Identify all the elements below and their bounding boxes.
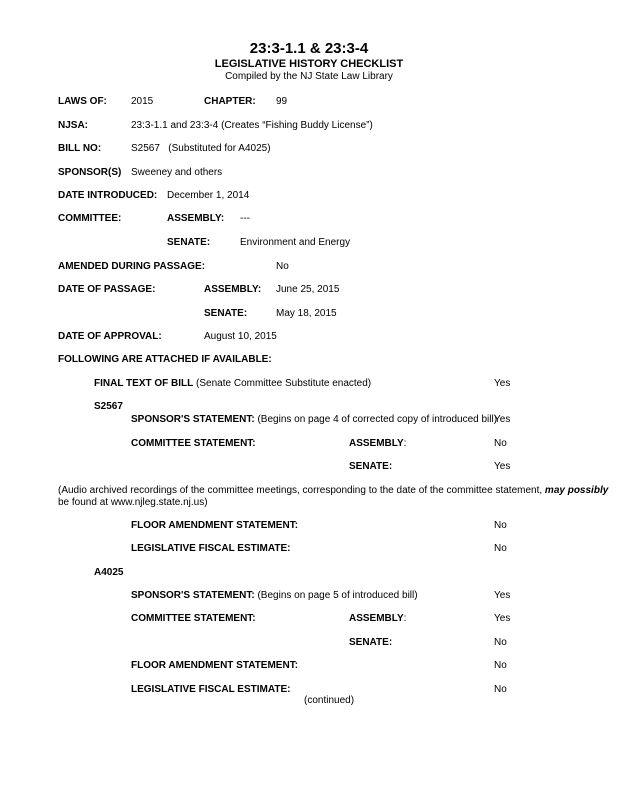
date-of-passage-label: DATE OF PASSAGE: (58, 284, 156, 295)
laws-of-value: 2015 (131, 96, 154, 107)
date-of-approval-label: DATE OF APPROVAL: (58, 331, 162, 342)
s2567-floor-value: No (494, 520, 507, 531)
bill-no-label: BILL NO: (58, 143, 102, 154)
s2567-senate-value: Yes (494, 461, 511, 472)
committee-assembly-value: --- (240, 213, 250, 224)
njsa-value: 23:3-1.1 and 23:3-4 (Creates “Fishing Buddy License”) (131, 120, 373, 131)
sponsors-label: SPONSOR(S) (58, 167, 122, 178)
amended-label: AMENDED DURING PASSAGE: (58, 261, 206, 272)
audio-note-emphasis: may possibly (544, 485, 609, 496)
continued-note: (continued) (304, 695, 355, 706)
passage-assembly-value: June 25, 2015 (276, 284, 340, 295)
committee-senate-label: SENATE: (167, 237, 211, 248)
committee-assembly-label: ASSEMBLY: (167, 213, 225, 224)
s2567-sponsor-note: (Begins on page 4 of corrected copy of introduced bill) (257, 414, 498, 425)
s2567-sponsor-label: SPONSOR'S STATEMENT: (131, 414, 255, 425)
a4025-assembly-value: Yes (494, 613, 511, 624)
njsa-label: NJSA: (58, 120, 89, 131)
audio-note-text: (Audio archived recordings of the committee meetings, corresponding to the date of the committee statement, (58, 485, 545, 496)
s2567-heading: S2567 (94, 401, 123, 412)
s2567-floor-label: FLOOR AMENDMENT STATEMENT: (131, 520, 299, 531)
committee-label: COMMITTEE: (58, 213, 122, 224)
a4025-assembly-row (349, 613, 406, 625)
amended-value: No (276, 261, 289, 272)
following-heading: FOLLOWING ARE ATTACHED IF AVAILABLE: (58, 354, 272, 365)
chapter-label: CHAPTER: (204, 96, 256, 107)
s2567-assembly-colon: : (403, 438, 407, 449)
audio-note-line1 (58, 485, 608, 497)
audio-note-line2: be found at www.njleg.state.nj.us) (58, 497, 208, 508)
date-introduced-label: DATE INTRODUCED: (58, 190, 158, 201)
date-introduced-value: December 1, 2014 (167, 190, 250, 201)
sponsors-value: Sweeney and others (131, 167, 223, 178)
a4025-sponsor-row (131, 590, 418, 602)
final-text-row (94, 378, 371, 390)
passage-assembly-label: ASSEMBLY: (204, 284, 262, 295)
s2567-assembly-label: ASSEMBLY (349, 438, 404, 449)
a4025-floor-label: FLOOR AMENDMENT STATEMENT: (131, 660, 299, 671)
a4025-sponsor-note: (Begins on page 5 of introduced bill) (257, 590, 418, 601)
a4025-senate-label: SENATE: (349, 637, 393, 648)
a4025-senate-value: No (494, 637, 507, 648)
passage-senate-label: SENATE: (204, 308, 248, 319)
a4025-assembly-colon: : (403, 613, 407, 624)
a4025-committee-label: COMMITTEE STATEMENT: (131, 613, 256, 624)
page-subtitle: LEGISLATIVE HISTORY CHECKLIST (214, 58, 404, 70)
a4025-assembly-label: ASSEMBLY (349, 613, 404, 624)
compiled-by: Compiled by the NJ State Law Library (225, 71, 393, 82)
final-text-label: FINAL TEXT OF BILL (94, 378, 194, 389)
laws-of-label: LAWS OF: (58, 96, 107, 107)
a4025-heading: A4025 (94, 567, 124, 578)
page-title: 23:3-1.1 & 23:3-4 (249, 40, 369, 57)
bill-no-value: S2567 (Substituted for A4025) (131, 143, 271, 154)
chapter-value: 99 (276, 96, 288, 107)
s2567-fiscal-label: LEGISLATIVE FISCAL ESTIMATE: (131, 543, 291, 554)
final-text-note: (Senate Committee Substitute enacted) (196, 378, 372, 389)
committee-senate-value: Environment and Energy (240, 237, 351, 248)
a4025-sponsor-label: SPONSOR'S STATEMENT: (131, 590, 255, 601)
passage-senate-value: May 18, 2015 (276, 308, 337, 319)
a4025-floor-value: No (494, 660, 507, 671)
s2567-fiscal-value: No (494, 543, 507, 554)
s2567-senate-label: SENATE: (349, 461, 393, 472)
final-text-value: Yes (494, 378, 511, 389)
a4025-sponsor-value: Yes (494, 590, 511, 601)
a4025-fiscal-value: No (494, 684, 507, 695)
s2567-sponsor-row (131, 414, 497, 426)
date-of-approval-value: August 10, 2015 (204, 331, 277, 342)
s2567-assembly-row (349, 438, 406, 450)
a4025-fiscal-label: LEGISLATIVE FISCAL ESTIMATE: (131, 684, 291, 695)
s2567-committee-label: COMMITTEE STATEMENT: (131, 438, 256, 449)
s2567-sponsor-value: Yes (494, 414, 511, 425)
s2567-assembly-value: No (494, 438, 507, 449)
